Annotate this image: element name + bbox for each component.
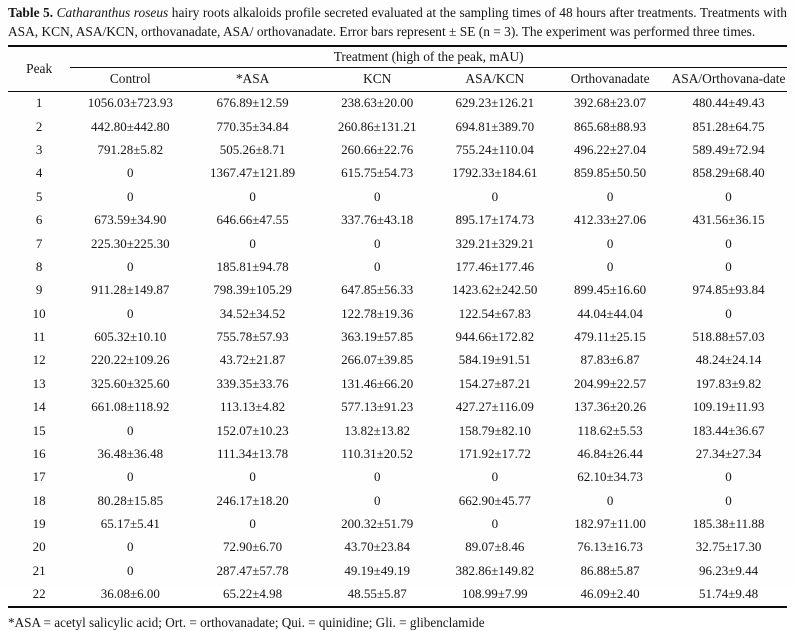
value-cell: 431.56±36.15 xyxy=(692,212,765,228)
value-cell: 629.23±126.21 xyxy=(455,95,535,111)
column-header-orthovanadate: Orthovanadate xyxy=(550,67,670,91)
value-cell: 27.34±27.34 xyxy=(695,445,762,461)
table-row xyxy=(8,349,787,372)
value-cell: 34.52±34.52 xyxy=(219,305,286,321)
column-header-peak: Peak xyxy=(8,46,70,92)
value-cell: 76.13±16.73 xyxy=(577,539,643,555)
peak-cell: 13 xyxy=(32,375,46,391)
value-cell: 363.19±57.85 xyxy=(341,329,414,345)
table-row xyxy=(8,559,787,582)
value-cell: 577.13±91.23 xyxy=(341,399,414,415)
peak-cell: 14 xyxy=(32,399,46,415)
value-cell: 0 xyxy=(373,258,381,274)
table-row xyxy=(8,185,787,208)
value-cell: 859.85±50.50 xyxy=(574,165,647,181)
value-cell: 1056.03±723.93 xyxy=(87,95,173,111)
value-cell: 46.84±26.44 xyxy=(577,445,643,461)
peak-cell: 11 xyxy=(32,329,46,345)
value-cell: 496.22±27.04 xyxy=(574,142,647,158)
peak-cell: 17 xyxy=(32,469,46,485)
value-cell: 798.39±105.29 xyxy=(213,282,292,298)
peak-cell: 6 xyxy=(35,212,43,228)
value-cell: 113.13±4.82 xyxy=(220,399,286,415)
value-cell: 0 xyxy=(127,258,134,274)
value-cell: 325.60±325.60 xyxy=(90,375,170,391)
value-cell: 0 xyxy=(725,188,732,204)
value-cell: 694.81±389.70 xyxy=(455,118,535,134)
value-cell: 246.17±18.20 xyxy=(216,492,289,508)
value-cell: 72.90±6.70 xyxy=(223,539,283,555)
value-cell: 36.08±6.00 xyxy=(100,586,160,602)
value-cell: 87.83±6.87 xyxy=(580,352,640,368)
table-row xyxy=(8,442,787,465)
table-row xyxy=(8,536,787,559)
value-cell: 615.75±54.73 xyxy=(341,165,414,181)
value-cell: 111.34±13.78 xyxy=(216,445,289,461)
table-row xyxy=(8,162,787,185)
value-cell: 0 xyxy=(606,492,614,508)
value-cell: 0 xyxy=(491,516,499,532)
value-cell: 43.72±21.87 xyxy=(219,352,286,368)
value-cell: 183.44±36.67 xyxy=(692,422,765,438)
column-header-control: Control xyxy=(70,67,190,91)
value-cell: 0 xyxy=(127,562,134,578)
column-header-asa-kcn: ASA/KCN xyxy=(440,67,551,91)
value-cell: 1367.47±121.89 xyxy=(210,165,296,181)
value-cell: 238.63±20.00 xyxy=(341,95,414,111)
value-cell: 182.97±11.00 xyxy=(574,516,646,532)
value-cell: 974.85±93.84 xyxy=(692,282,765,298)
value-cell: 48.55±5.87 xyxy=(347,586,407,602)
peak-cell: 1 xyxy=(35,95,43,111)
value-cell: 0 xyxy=(127,469,134,485)
value-cell: 287.47±57.78 xyxy=(216,562,289,578)
value-cell: 220.22±109.26 xyxy=(90,352,170,368)
value-cell: 154.27±87.21 xyxy=(458,375,531,391)
column-header-treatment-group: Treatment (high of the peak, mAU) xyxy=(70,46,787,68)
value-cell: 110.31±20.52 xyxy=(341,445,414,461)
value-cell: 673.59±34.90 xyxy=(94,212,167,228)
peak-cell: 3 xyxy=(35,142,43,158)
value-cell: 0 xyxy=(127,422,134,438)
value-cell: 518.88±57.03 xyxy=(692,329,765,345)
value-cell: 1792.33±184.61 xyxy=(452,165,538,181)
value-cell: 32.75±17.30 xyxy=(695,539,762,555)
value-cell: 0 xyxy=(725,305,732,321)
table-row xyxy=(8,138,787,161)
value-cell: 137.36±20.26 xyxy=(574,399,647,415)
value-cell: 225.30±225.30 xyxy=(90,235,170,251)
value-cell: 65.22±4.98 xyxy=(223,586,283,602)
value-cell: 944.66±172.82 xyxy=(455,329,535,345)
value-cell: 260.66±22.76 xyxy=(341,142,414,158)
value-cell: 65.17±5.41 xyxy=(100,516,160,532)
table-caption xyxy=(8,4,787,42)
value-cell: 0 xyxy=(373,492,381,508)
caption-table-label: Table 5. xyxy=(8,5,54,20)
value-cell: 605.32±10.10 xyxy=(94,329,167,345)
value-cell: 646.66±47.55 xyxy=(216,212,289,228)
value-cell: 96.23±9.44 xyxy=(698,562,759,578)
value-cell: 442.80±442.80 xyxy=(90,118,170,134)
value-cell: 895.17±174.73 xyxy=(455,212,535,228)
value-cell: 200.32±51.79 xyxy=(341,516,414,532)
peak-cell: 12 xyxy=(32,352,46,368)
value-cell: 152.07±10.23 xyxy=(216,422,289,438)
table-row xyxy=(8,91,787,115)
value-cell: 109.19±11.93 xyxy=(692,399,765,415)
value-cell: 86.88±5.87 xyxy=(580,562,640,578)
value-cell: 0 xyxy=(373,469,381,485)
value-cell: 80.28±15.85 xyxy=(97,492,164,508)
value-cell: 51.74±9.48 xyxy=(698,586,759,602)
value-cell: 0 xyxy=(373,235,381,251)
peak-cell: 2 xyxy=(35,118,43,134)
value-cell: 661.08±118.92 xyxy=(91,399,170,415)
value-cell: 0 xyxy=(606,188,614,204)
table-row xyxy=(8,115,787,138)
value-cell: 858.29±68.40 xyxy=(692,165,765,181)
table-row xyxy=(8,396,787,419)
alkaloids-table xyxy=(8,45,787,608)
peak-cell: 20 xyxy=(32,539,46,555)
value-cell: 505.26±8.71 xyxy=(219,142,286,158)
value-cell: 0 xyxy=(725,235,732,251)
value-cell: 131.46±66.20 xyxy=(341,375,414,391)
table-row xyxy=(8,209,787,232)
value-cell: 43.70±23.84 xyxy=(344,539,411,555)
value-cell: 911.28±149.87 xyxy=(91,282,170,298)
caption-text: hairy roots alkaloids profile secreted evaluated at the sampling times of 48 hours after treatments. Treatments with ASA, KCN, ASA/KCN, orthovanadate, ASA/ orthovanadate. Error bars represent ± SE (n = 3). The experiment was performed three times. xyxy=(8,5,788,39)
value-cell: 899.45±16.60 xyxy=(574,282,647,298)
peak-cell: 19 xyxy=(32,516,46,532)
value-cell: 589.49±72.94 xyxy=(692,142,765,158)
value-cell: 0 xyxy=(249,469,256,485)
value-cell: 197.83±9.82 xyxy=(695,375,762,391)
peak-cell: 16 xyxy=(32,445,46,461)
value-cell: 755.24±110.04 xyxy=(455,142,534,158)
value-cell: 584.19±91.51 xyxy=(458,352,531,368)
value-cell: 0 xyxy=(127,188,134,204)
value-cell: 266.07±39.85 xyxy=(341,352,414,368)
value-cell: 851.28±64.75 xyxy=(692,118,765,134)
table-row xyxy=(8,466,787,489)
table-row xyxy=(8,372,787,395)
value-cell: 185.81±94.78 xyxy=(216,258,289,274)
value-cell: 204.99±22.57 xyxy=(574,375,647,391)
value-cell: 48.24±24.14 xyxy=(695,352,762,368)
value-cell: 89.07±8.46 xyxy=(465,539,525,555)
table-row xyxy=(8,489,787,512)
peak-cell: 4 xyxy=(35,165,43,181)
value-cell: 185.38±11.88 xyxy=(692,516,765,532)
value-cell: 382.86±149.82 xyxy=(455,562,535,578)
column-header-kcn: KCN xyxy=(315,67,440,91)
value-cell: 392.68±23.07 xyxy=(574,95,647,111)
value-cell: 260.86±131.21 xyxy=(337,118,417,134)
value-cell: 122.78±19.36 xyxy=(341,305,414,321)
value-cell: 0 xyxy=(127,539,134,555)
value-cell: 676.89±12.59 xyxy=(216,95,289,111)
value-cell: 46.09±2.40 xyxy=(580,586,640,602)
peak-cell: 8 xyxy=(35,258,43,274)
peak-cell: 22 xyxy=(32,586,46,602)
value-cell: 1423.62±242.50 xyxy=(452,282,538,298)
value-cell: 158.79±82.10 xyxy=(458,422,531,438)
value-cell: 427.27±116.09 xyxy=(455,399,534,415)
value-cell: 662.90±45.77 xyxy=(458,492,531,508)
value-cell: 0 xyxy=(249,516,256,532)
table-row xyxy=(8,512,787,535)
value-cell: 755.78±57.93 xyxy=(216,329,289,345)
column-header-asa: *ASA xyxy=(190,67,315,91)
value-cell: 770.35±34.84 xyxy=(216,118,289,134)
table-row xyxy=(8,302,787,325)
value-cell: 479.11±25.15 xyxy=(574,329,646,345)
value-cell: 0 xyxy=(249,188,256,204)
table-body xyxy=(8,91,787,607)
value-cell: 0 xyxy=(491,469,499,485)
value-cell: 412.33±27.06 xyxy=(574,212,647,228)
value-cell: 0 xyxy=(127,165,134,181)
table-row xyxy=(8,325,787,348)
value-cell: 0 xyxy=(249,235,256,251)
value-cell: 791.28±5.82 xyxy=(97,142,164,158)
value-cell: 0 xyxy=(491,188,499,204)
caption-species-name: Catharanthus roseus xyxy=(53,5,169,20)
peak-cell: 18 xyxy=(32,492,46,508)
value-cell: 118.62±5.53 xyxy=(577,422,643,438)
value-cell: 177.46±177.46 xyxy=(455,258,535,274)
table-row xyxy=(8,419,787,442)
value-cell: 0 xyxy=(127,305,134,321)
table-row xyxy=(8,232,787,255)
value-cell: 108.99±7.99 xyxy=(462,586,528,602)
value-cell: 647.85±56.33 xyxy=(341,282,414,298)
value-cell: 0 xyxy=(606,235,614,251)
table-header xyxy=(8,46,787,92)
value-cell: 339.35±33.76 xyxy=(216,375,289,391)
value-cell: 0 xyxy=(373,188,381,204)
value-cell: 44.04±44.04 xyxy=(577,305,643,321)
value-cell: 0 xyxy=(606,258,614,274)
value-cell: 0 xyxy=(725,258,732,274)
peak-cell: 15 xyxy=(32,422,46,438)
value-cell: 329.21±329.21 xyxy=(455,235,535,251)
value-cell: 122.54±67.83 xyxy=(458,305,531,321)
peak-cell: 5 xyxy=(35,188,43,204)
peak-cell: 9 xyxy=(35,282,43,298)
value-cell: 13.82±13.82 xyxy=(344,422,411,438)
column-header-asa-orthovanadate: ASA/Orthovana-date xyxy=(670,67,787,91)
peak-cell: 21 xyxy=(32,562,46,578)
value-cell: 0 xyxy=(725,469,732,485)
value-cell: 36.48±36.48 xyxy=(97,445,164,461)
value-cell: 171.92±17.72 xyxy=(458,445,531,461)
peak-cell: 7 xyxy=(35,235,43,251)
table-row xyxy=(8,583,787,607)
value-cell: 865.68±88.93 xyxy=(574,118,647,134)
value-cell: 49.19±49.19 xyxy=(344,562,411,578)
peak-cell: 10 xyxy=(32,305,46,321)
table-footnote: *ASA = acetyl salicylic acid; Ort. = orthovanadate; Qui. = quinidine; Gli. = glibenclamide xyxy=(8,614,485,630)
table-row xyxy=(8,279,787,302)
value-cell: 337.76±43.18 xyxy=(341,212,414,228)
table-row xyxy=(8,255,787,278)
value-cell: 0 xyxy=(725,492,732,508)
value-cell: 62.10±34.73 xyxy=(577,469,643,485)
value-cell: 480.44±49.43 xyxy=(692,95,765,111)
